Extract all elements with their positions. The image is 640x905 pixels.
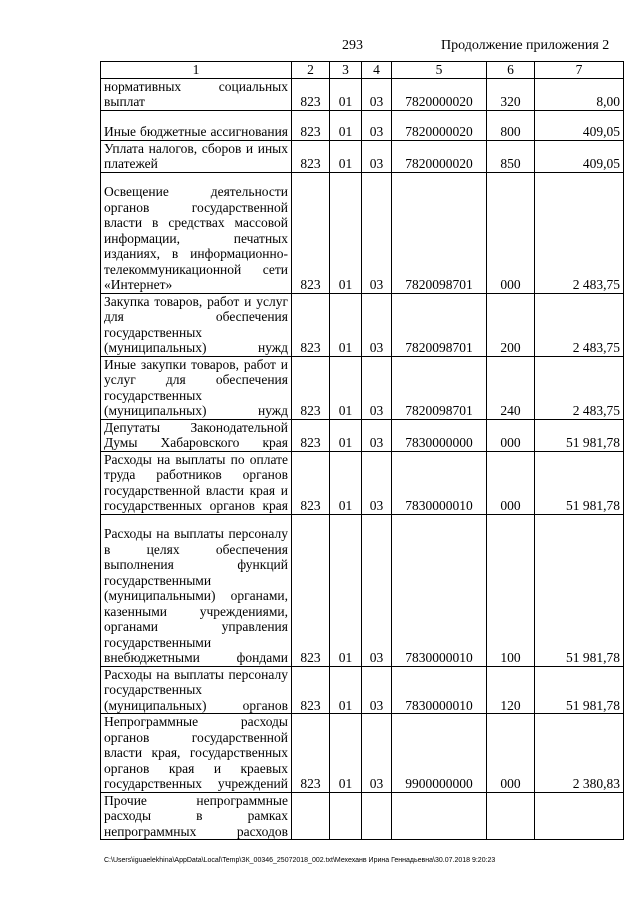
target-code-cell: 7820000020: [392, 110, 487, 140]
ministry-code-cell: [292, 792, 330, 840]
expense-type-cell: 850: [487, 140, 535, 172]
section-code-cell: 01: [330, 514, 362, 666]
expense-type-cell: 100: [487, 514, 535, 666]
target-code-cell: 7830000010: [392, 666, 487, 714]
row-name-cell: Непрограммные расходы органов государственной власти края, государственных органов края и краевых государственных учреждений: [101, 714, 292, 793]
table-row: [101, 714, 624, 793]
subsection-code-cell: 03: [362, 356, 392, 419]
target-code-cell: 7830000010: [392, 451, 487, 514]
row-name-cell: Уплата налогов, сборов и иных платежей: [101, 140, 292, 172]
table-row: [101, 514, 624, 666]
section-code-cell: [330, 792, 362, 840]
section-code-cell: 01: [330, 140, 362, 172]
row-name-cell: Закупка товаров, работ и услуг для обеспечения государственных (муниципальных) нужд: [101, 293, 292, 356]
expense-type-cell: 000: [487, 172, 535, 293]
row-name-cell: Расходы на выплаты персоналу в целях обеспечения выполнения функций государственными (муниципальными) органами, казенными учреждениями, органами управления государственными внебюджетными фондами: [101, 514, 292, 666]
ministry-code-cell: 823: [292, 172, 330, 293]
section-code-cell: 01: [330, 110, 362, 140]
amount-cell: 2 380,83: [535, 714, 624, 793]
row-name-cell: Расходы на выплаты по оплате труда работников органов государственной власти края и государственных органов края: [101, 451, 292, 514]
amount-cell: 2 483,75: [535, 356, 624, 419]
section-code-cell: 01: [330, 666, 362, 714]
target-code-cell: 9900000000: [392, 714, 487, 793]
table-row: [101, 293, 624, 356]
target-code-cell: 7820098701: [392, 356, 487, 419]
amount-cell: 51 981,78: [535, 451, 624, 514]
table-row: [101, 356, 624, 419]
ministry-code-cell: 823: [292, 293, 330, 356]
column-header: 1: [101, 62, 292, 79]
row-name-cell: Расходы на выплаты персоналу государственных (муниципальных) органов: [101, 666, 292, 714]
subsection-code-cell: 03: [362, 419, 392, 451]
row-name-cell: Иные бюджетные ассигнования: [101, 110, 292, 140]
subsection-code-cell: 03: [362, 140, 392, 172]
row-name-cell: Иные закупки товаров, работ и услуг для обеспечения государственных (муниципальных) нужд: [101, 356, 292, 419]
target-code-cell: 7820000020: [392, 78, 487, 110]
subsection-code-cell: 03: [362, 666, 392, 714]
table-row: [101, 451, 624, 514]
file-path-footer: C:\Users\iguaelekhina\AppData\Local\Temp\ЗК_00346_25072018_002.txt\Мехеханв Ирина Геннадьевна\30.07.2018 9:20:23: [104, 857, 496, 864]
expense-type-cell: [487, 792, 535, 840]
expense-type-cell: 320: [487, 78, 535, 110]
subsection-code-cell: 03: [362, 172, 392, 293]
table-row: [101, 110, 624, 140]
amount-cell: 409,05: [535, 140, 624, 172]
subsection-code-cell: 03: [362, 514, 392, 666]
row-name-cell: Освещение деятельности органов государственной власти в средствах массовой информации, печатных изданиях, в информационно-телекоммуникационной сети «Интернет»: [101, 172, 292, 293]
ministry-code-cell: 823: [292, 714, 330, 793]
section-code-cell: 01: [330, 172, 362, 293]
target-code-cell: [392, 792, 487, 840]
continuation-caption: Продолжение приложения 2: [441, 38, 610, 53]
target-code-cell: 7820000020: [392, 140, 487, 172]
column-header: 4: [362, 62, 392, 79]
expense-type-cell: 000: [487, 451, 535, 514]
amount-cell: 51 981,78: [535, 514, 624, 666]
row-name-cell: нормативных социальных выплат: [101, 78, 292, 110]
budget-table: [100, 61, 624, 840]
amount-cell: [535, 792, 624, 840]
table-row: [101, 792, 624, 840]
table-row: [101, 172, 624, 293]
row-name-cell: Прочие непрограммные расходы в рамках непрограммных расходов: [101, 792, 292, 840]
amount-cell: 51 981,78: [535, 419, 624, 451]
subsection-code-cell: 03: [362, 714, 392, 793]
ministry-code-cell: 823: [292, 514, 330, 666]
section-code-cell: 01: [330, 293, 362, 356]
amount-cell: 2 483,75: [535, 293, 624, 356]
column-header: 7: [535, 62, 624, 79]
expense-type-cell: 240: [487, 356, 535, 419]
expense-type-cell: 000: [487, 419, 535, 451]
section-code-cell: 01: [330, 451, 362, 514]
amount-cell: 2 483,75: [535, 172, 624, 293]
expense-type-cell: 800: [487, 110, 535, 140]
ministry-code-cell: 823: [292, 110, 330, 140]
section-code-cell: 01: [330, 78, 362, 110]
row-name-cell: Депутаты Законодательной Думы Хабаровского края: [101, 419, 292, 451]
section-code-cell: 01: [330, 419, 362, 451]
ministry-code-cell: 823: [292, 666, 330, 714]
amount-cell: 8,00: [535, 78, 624, 110]
target-code-cell: 7820098701: [392, 293, 487, 356]
ministry-code-cell: 823: [292, 451, 330, 514]
table-row: [101, 419, 624, 451]
table-row: [101, 78, 624, 110]
expense-type-cell: 120: [487, 666, 535, 714]
section-code-cell: 01: [330, 356, 362, 419]
ministry-code-cell: 823: [292, 356, 330, 419]
subsection-code-cell: 03: [362, 451, 392, 514]
subsection-code-cell: 03: [362, 110, 392, 140]
target-code-cell: 7820098701: [392, 172, 487, 293]
expense-type-cell: 000: [487, 714, 535, 793]
expense-type-cell: 200: [487, 293, 535, 356]
column-header: 3: [330, 62, 362, 79]
target-code-cell: 7830000010: [392, 514, 487, 666]
ministry-code-cell: 823: [292, 78, 330, 110]
subsection-code-cell: [362, 792, 392, 840]
ministry-code-cell: 823: [292, 140, 330, 172]
page-number: 293: [342, 38, 363, 53]
column-header: 6: [487, 62, 535, 79]
target-code-cell: 7830000000: [392, 419, 487, 451]
subsection-code-cell: 03: [362, 293, 392, 356]
amount-cell: 51 981,78: [535, 666, 624, 714]
section-code-cell: 01: [330, 714, 362, 793]
table-header-row: [101, 62, 624, 79]
column-header: 2: [292, 62, 330, 79]
column-header: 5: [392, 62, 487, 79]
table-row: [101, 140, 624, 172]
table-row: [101, 666, 624, 714]
subsection-code-cell: 03: [362, 78, 392, 110]
ministry-code-cell: 823: [292, 419, 330, 451]
amount-cell: 409,05: [535, 110, 624, 140]
